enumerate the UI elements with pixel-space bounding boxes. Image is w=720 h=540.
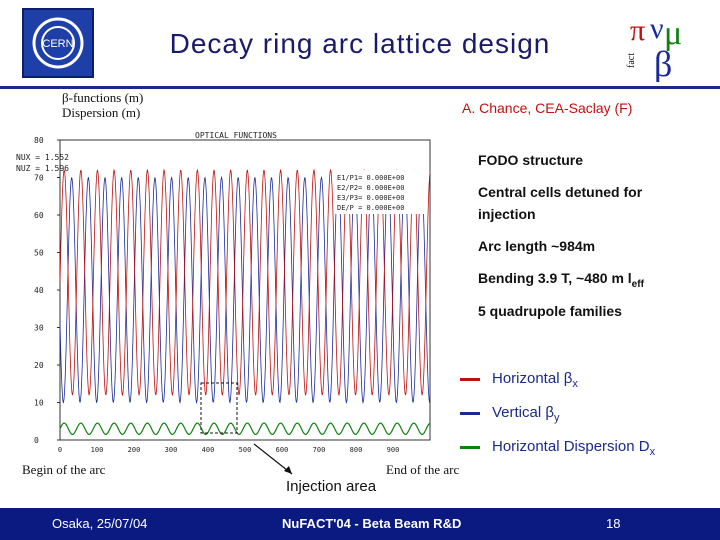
footer-date: Osaka, 25/07/04	[52, 516, 148, 531]
bullet-quad-families: 5 quadrupole families	[478, 303, 622, 319]
x-tick-label: 800	[349, 446, 363, 454]
injection-area-label: Injection area	[286, 478, 377, 495]
y-axis-label-line1: β-functions (m)	[62, 90, 144, 105]
x-tick-label: 900	[386, 446, 400, 454]
legend-dispersion: Horizontal Dispersion $D_x$	[460, 438, 655, 458]
bullet-bending-subscript: eff	[631, 278, 644, 290]
legend-label-horizontal: Horizontal β	[492, 370, 573, 387]
footer-page-number: 18	[606, 516, 621, 531]
x-tick-label: 200	[127, 446, 141, 454]
param-de: DE/P = 0.000E+00	[337, 204, 405, 212]
x-tick-label: 400	[201, 446, 215, 454]
legend-swatch-horizontal	[460, 378, 480, 381]
footer-conference: NuFACT'04 - Beta Beam R&D	[282, 516, 462, 531]
legend-label-vertical: Vertical β	[492, 404, 554, 421]
slide-header	[0, 0, 720, 89]
bullet-bending	[478, 270, 644, 290]
x-tick-label: 100	[90, 446, 104, 454]
svg-text:μ: μ	[664, 15, 683, 52]
bullet-injection: injection	[478, 206, 536, 222]
fact-logo	[624, 4, 692, 82]
svg-text:π: π	[630, 14, 646, 47]
x-ticks	[58, 446, 399, 454]
x-tick-label: 600	[275, 446, 289, 454]
cern-logo	[22, 8, 94, 78]
optical-functions-plot	[8, 130, 438, 470]
bullet-bending-text: Bending 3.9 T, ~480 m l	[478, 270, 632, 286]
tune-nux: NUX = 1.552	[16, 153, 69, 162]
y-tick-label: 80	[34, 136, 44, 145]
y-axis-label-line2: Dispersion (m)	[62, 105, 141, 120]
y-tick-label: 0	[34, 436, 39, 445]
param-e1: E1/P1= 0.000E+00	[337, 174, 405, 182]
y-ticks	[34, 136, 60, 445]
injection-arrow	[250, 440, 300, 480]
author-credit: A. Chance, CEA-Saclay (F)	[462, 100, 633, 116]
plot-title: OPTICAL FUNCTIONS	[195, 131, 277, 140]
parameter-box	[334, 170, 424, 214]
param-e3: E3/P3= 0.000E+00	[337, 194, 405, 202]
cern-logo-text: CERN	[42, 38, 74, 50]
legend-swatch-vertical	[460, 412, 480, 415]
param-e2: E2/P2= 0.000E+00	[337, 184, 405, 192]
slide-footer	[0, 508, 720, 540]
legend-swatch-dispersion	[460, 446, 480, 449]
slide-title: Decay ring arc lattice design	[169, 28, 551, 59]
y-tick-label: 10	[34, 398, 44, 408]
legend-horizontal: Horizontal $\beta_x$	[460, 370, 578, 390]
svg-text:β: β	[654, 44, 673, 82]
legend-label-dispersion: Horizontal Dispersion D	[492, 438, 650, 455]
y-tick-label: 40	[34, 286, 44, 295]
fact-logo-text: fact	[626, 53, 637, 68]
bullet-arc-length: Arc length ~984m	[478, 238, 596, 254]
y-tick-label: 70	[34, 173, 44, 183]
y-tick-label: 60	[34, 211, 44, 220]
x-tick-label: 0	[57, 446, 63, 454]
x-tick-label: 500	[238, 446, 252, 454]
bullet-fodo: FODO structure	[478, 152, 584, 168]
y-tick-label: 30	[34, 323, 44, 333]
y-axis-label	[62, 90, 143, 120]
x-tick-label: 700	[312, 446, 326, 454]
end-of-arc-label: End of the arc	[386, 462, 460, 477]
legend-vertical: Vertical $\beta_y$	[460, 404, 560, 424]
x-tick-label: 300	[164, 446, 178, 454]
begin-of-arc-label: Begin of the arc	[22, 462, 106, 477]
y-tick-label: 50	[34, 248, 44, 258]
svg-text:ν: ν	[650, 12, 664, 45]
tune-nuz: NUZ = 1.596	[16, 164, 69, 173]
y-tick-label: 20	[34, 361, 44, 370]
bullet-central-cells: Central cells detuned for	[478, 184, 643, 200]
